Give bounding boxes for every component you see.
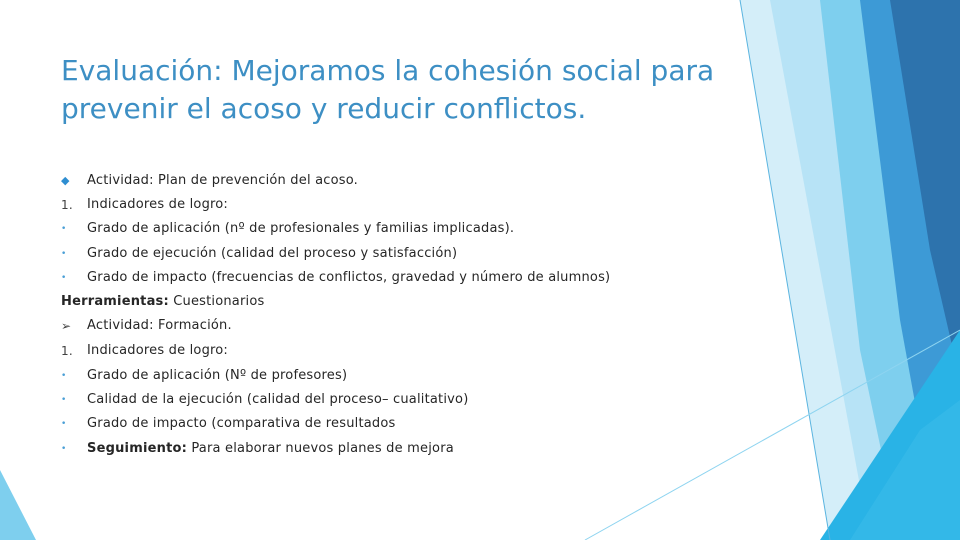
herramientas-line [61,292,264,312]
list-item-text: Grado de impacto (comparativa de resultados [87,416,396,431]
bullet-icon: • [61,395,67,405]
bullet-icon: • [61,273,67,283]
list-item-text [87,439,454,459]
list-item-text: Indicadores de logro: [87,197,229,212]
list-item [61,219,701,239]
seguimiento-label: Seguimiento: [87,441,188,456]
list-item [61,341,701,361]
list-item-text: Actividad: Formación. [87,318,232,333]
list-item-text: Grado de ejecución (calidad del proceso y satisfacción) [87,246,458,261]
bullet-icon: • [61,444,67,454]
list-item-text: Indicadores de logro: [87,343,229,358]
seguimiento-text: Para elaborar nuevos planes de mejora [187,441,454,456]
slide-title: Evaluación: Mejoramos la cohesión social para prevenir el acoso y reducir conflictos. [61,54,715,125]
list-item [61,414,701,434]
bullet-icon: • [61,419,67,429]
bullet-icon: • [61,371,67,381]
list-item [61,366,701,386]
list-item [61,171,701,191]
list-item [61,439,701,459]
bullet-icon: • [61,249,67,259]
diamond-bullet-icon: ◆ [61,174,70,187]
bullet-icon: • [61,224,67,234]
list-item-text: Calidad de la ejecución (calidad del proceso– cualitativo) [87,392,469,407]
herramientas-label: Herramientas: [61,294,169,309]
list-item-text: Grado de aplicación (nº de profesionales y familias implicadas). [87,221,515,236]
list-item [61,268,701,288]
list-item-text: Actividad: Plan de prevención del acoso. [87,173,358,188]
list-item [61,244,701,264]
list-item [61,390,701,410]
list-item [61,316,701,336]
herramientas-text: Cuestionarios [168,294,265,309]
deco-left-corner [0,470,36,540]
list-item-text: Grado de impacto (frecuencias de conflictos, gravedad y número de alumnos) [87,270,611,285]
list-item [61,195,701,215]
list-number: 1. [61,344,73,358]
list-item-text: Grado de aplicación (Nº de profesores) [87,368,348,383]
arrow-bullet-icon: ➢ [61,319,72,333]
list-number: 1. [61,198,73,212]
